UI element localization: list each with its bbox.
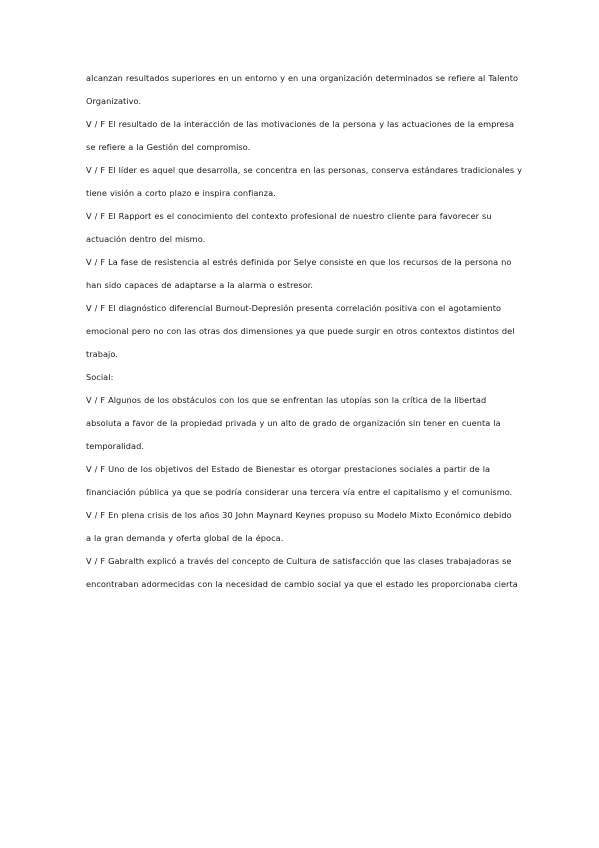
text-line: V / F Algunos de los obstáculos con los que se enfrentan las utopías son la crítica de la libertad: [86, 395, 487, 405]
section-heading-social: Social:: [86, 372, 114, 382]
text-line: absoluta a favor de la propiedad privada y un alto de grado de organización sin tener en cuenta la: [86, 418, 501, 428]
text-line: tiene visión a corto plazo e inspira confianza.: [86, 188, 276, 198]
text-line: han sido capaces de adaptarse a la alarma o estresor.: [86, 280, 314, 290]
text-line: V / F Gabralth explicó a través del concepto de Cultura de satisfacción que las clases trabajadoras se: [86, 556, 512, 566]
text-line: financiación pública ya que se podría considerar una tercera vía entre el capitalismo y el comunismo.: [86, 487, 513, 497]
text-line: a la gran demanda y oferta global de la época.: [86, 533, 284, 543]
text-line: V / F Uno de los objetivos del Estado de Bienestar es otorgar prestaciones sociales a partir de la: [86, 464, 491, 474]
text-line: V / F El líder es aquel que desarrolla, se concentra en las personas, conserva estándares tradicionales y: [86, 165, 522, 175]
text-line: temporalidad.: [86, 441, 145, 451]
text-line: encontraban adormecidas con la necesidad de cambio social ya que el estado les proporcionaba cierta: [86, 579, 518, 589]
text-line: V / F El Rapport es el conocimiento del contexto profesional de nuestro cliente para favorecer su: [86, 211, 492, 221]
text-line: V / F El diagnóstico diferencial Burnout-Depresión presenta correlación positiva con el agotamiento: [86, 303, 502, 313]
text-line: Organizativo.: [86, 96, 142, 106]
text-line: se refiere a la Gestión del compromiso.: [86, 142, 251, 152]
text-line: V / F En plena crisis de los años 30 John Maynard Keynes propuso su Modelo Mixto Económico debido: [86, 510, 512, 520]
text-line: emocional pero no con las otras dos dimensiones ya que puede surgir en otros contextos distintos del: [86, 326, 515, 336]
text-line: V / F La fase de resistencia al estrés definida por Selye consiste en que los recursos de la persona no: [86, 257, 512, 267]
text-line: actuación dentro del mismo.: [86, 234, 206, 244]
text-line: alcanzan resultados superiores en un entorno y en una organización determinados se refiere al Talento: [86, 73, 519, 83]
text-line: trabajo.: [86, 349, 118, 359]
text-line: V / F El resultado de la interacción de las motivaciones de la persona y las actuaciones de la empresa: [86, 119, 515, 129]
